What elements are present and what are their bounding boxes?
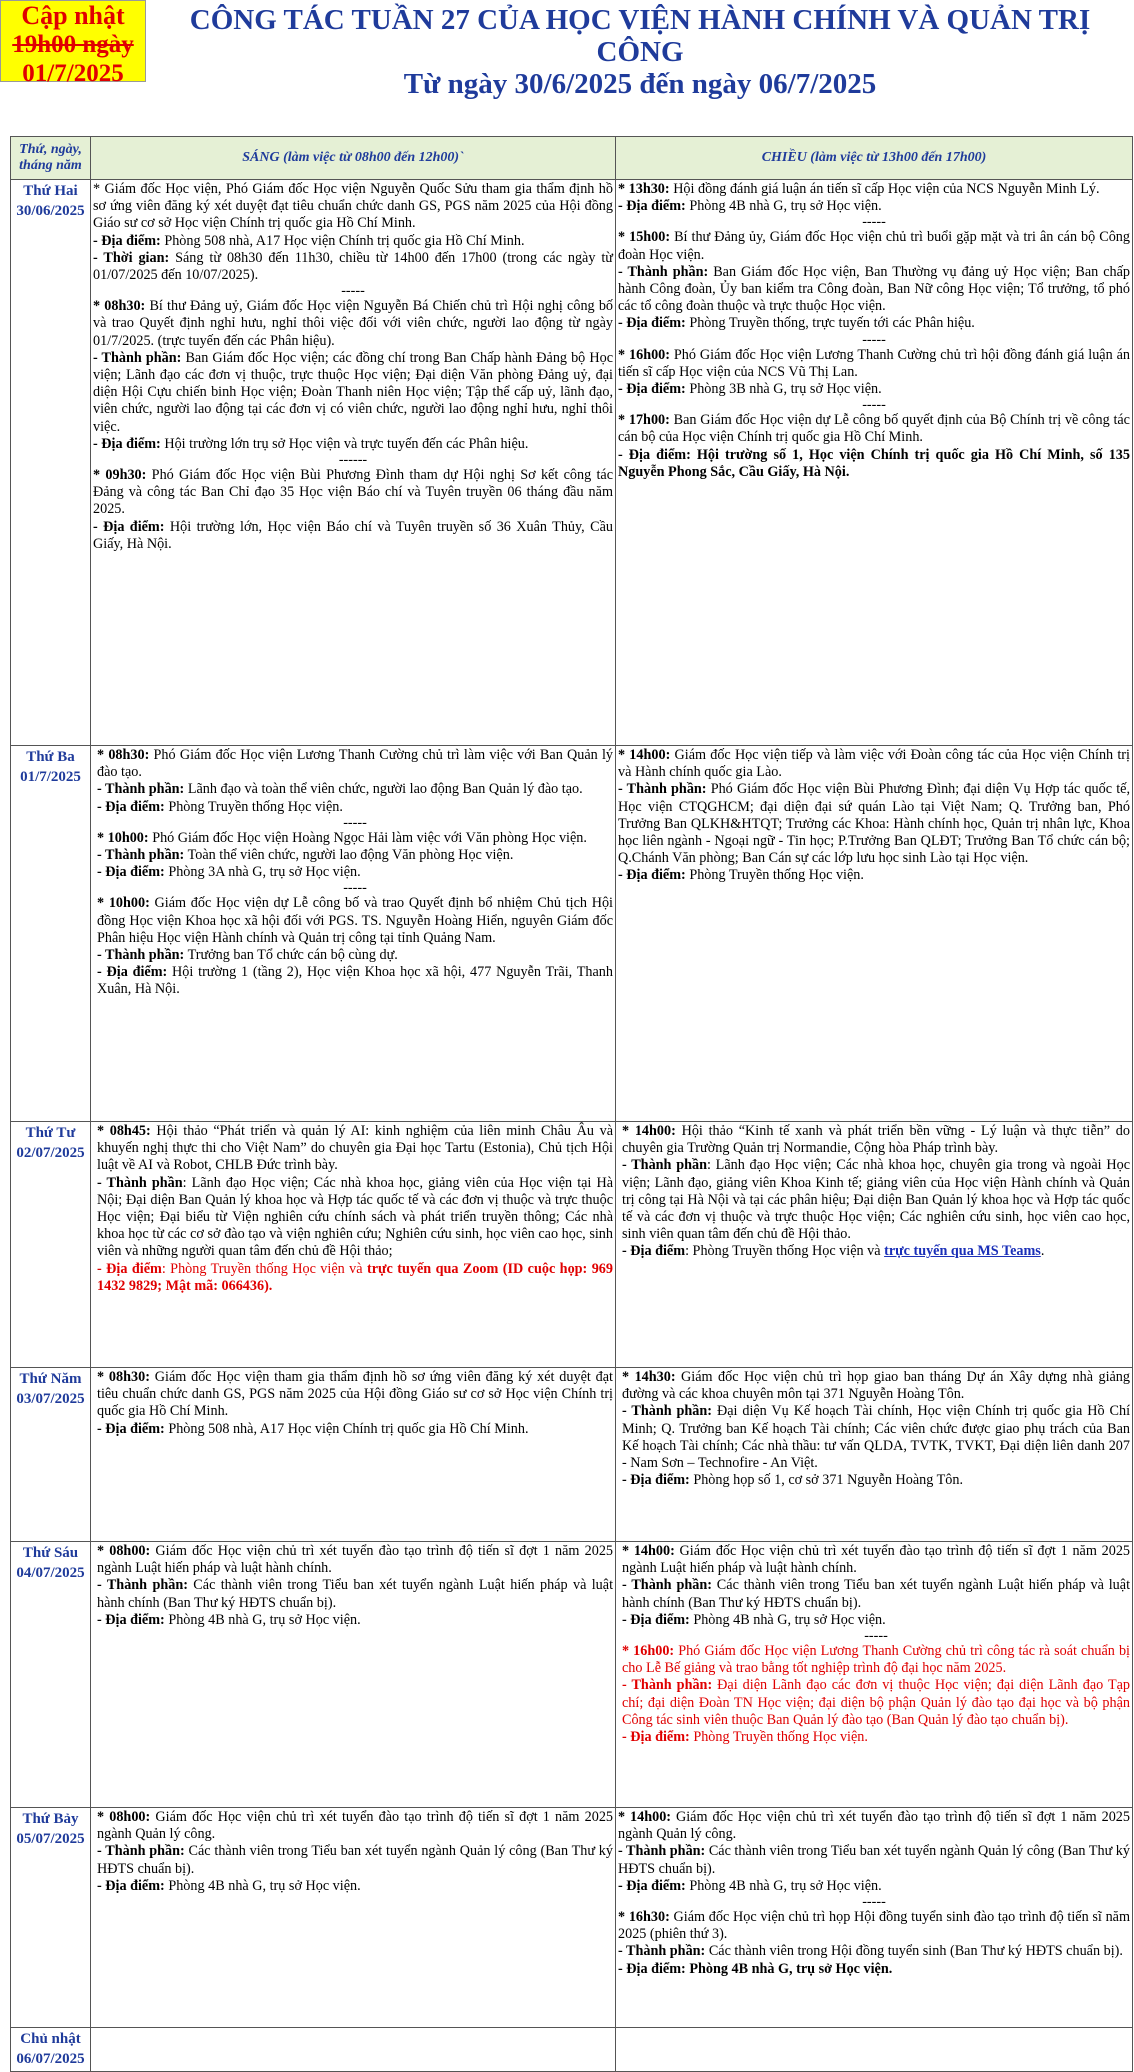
day-name: Thứ Ba bbox=[26, 749, 75, 765]
event-text: Hội thảo “Kinh tế xanh và phát triển bền vững - Lý luận và thực tiễn” do chuyên gia Trường Quản trị Normandie, Cộng hòa Pháp trình bày. bbox=[622, 1123, 1130, 1157]
day-cell-monday bbox=[11, 180, 91, 746]
day-name: Chủ nhật bbox=[20, 2031, 81, 2047]
participants-text: Lãnh đạo và toàn thể viên chức, người lao động Ban Quản lý đào tạo. bbox=[184, 781, 583, 798]
location-label: - Địa điểm: bbox=[97, 798, 165, 815]
location-label: - Địa điểm: bbox=[618, 315, 686, 332]
participants-text: : Lãnh đạo Học viện; Các nhà khoa học, chuyên gia trong và ngoài Học viện; Lãnh đạo, giảng viên Khoa Kinh tế; giảng viên của Học viện Hành chính và Quản trị công tại Hà Nội và tại các phân hiệu; Đại diện Ban Quản lý khoa học và Hợp tác quốc tế và các đơn vị thuộc và trực thuộc Học viện; Các nghiên cứu sinh, học viên cao học, sinh viên quan tâm đến chủ đề Hội thảo. bbox=[622, 1157, 1130, 1243]
location-label: - Địa điểm: bbox=[97, 1611, 165, 1628]
participants-label: - Thành phần bbox=[97, 1174, 183, 1191]
afternoon-cell-thursday bbox=[616, 1368, 1133, 1542]
event-time: * 13h30: bbox=[618, 181, 670, 197]
morning-cell-friday bbox=[91, 1542, 616, 1808]
event bbox=[97, 895, 613, 998]
table-row bbox=[11, 2028, 1133, 2072]
event-time: * 14h00: bbox=[622, 1123, 676, 1139]
event bbox=[618, 412, 1130, 481]
event bbox=[93, 467, 613, 553]
event-time: * 14h30: bbox=[622, 1369, 676, 1385]
day-date: 03/07/2025 bbox=[16, 1391, 85, 1407]
location-label: - Địa điểm bbox=[622, 1243, 686, 1260]
event-time: * 08h30: bbox=[97, 747, 150, 763]
participants-text: Các thành viên trong Tiểu ban xét tuyển ngành Quản lý công (Ban Thư ký HĐTS chuẩn bị). bbox=[97, 1843, 613, 1877]
location-text: Phòng 4B nhà G, trụ sở Học viện. bbox=[689, 1611, 886, 1628]
afternoon-cell-monday bbox=[616, 180, 1133, 746]
location-label: - Địa điểm: bbox=[97, 864, 165, 881]
event bbox=[618, 1809, 1130, 1895]
afternoon-cell-sunday bbox=[616, 2028, 1133, 2072]
participants-text: Các thành viên trong Tiểu ban xét tuyển ngành Luật hiến pháp và luật hành chính (Ban Thư ký HĐTS chuẩn bị). bbox=[622, 1577, 1131, 1611]
location-text: : Phòng Truyền thống Học viện và bbox=[685, 1243, 885, 1260]
day-date: 05/07/2025 bbox=[16, 1831, 85, 1847]
time-label: - Thời gian: bbox=[93, 249, 170, 266]
location-text: Phòng Truyền thống Học viện. bbox=[164, 798, 343, 815]
participants-label: - Thành phần: bbox=[97, 1843, 185, 1860]
location-label: - Địa điểm: bbox=[93, 232, 161, 249]
event-time: * 08h30: bbox=[97, 1369, 150, 1385]
location-text: Phòng họp số 1, cơ sở 371 Nguyễn Hoàng Tôn. bbox=[689, 1472, 964, 1489]
morning-cell-thursday bbox=[91, 1368, 616, 1542]
event-text: Phó Giám đốc Học viện Hoàng Ngọc Hải làm việc với Văn phòng Học viện. bbox=[148, 829, 587, 846]
location-text: Phòng 3B nhà G, trụ sở Học viện. bbox=[685, 381, 882, 398]
day-name: Thứ Tư bbox=[25, 1125, 76, 1141]
event-time: * 16h00: bbox=[618, 346, 670, 363]
table-header-row bbox=[11, 137, 1133, 180]
participants-label: - Thành phần bbox=[622, 1157, 707, 1174]
separator: ----- bbox=[864, 1628, 888, 1645]
location-label: - Địa điểm: bbox=[97, 964, 168, 981]
participants-text: Trưởng ban Tổ chức cán bộ cùng dự. bbox=[184, 947, 398, 964]
day-cell-saturday bbox=[11, 1808, 91, 2028]
separator: ----- bbox=[343, 814, 367, 831]
location-end: . bbox=[1040, 1243, 1045, 1260]
afternoon-cell-tuesday bbox=[616, 746, 1133, 1122]
location-text: Phòng 508 nhà, A17 Học viện Chính trị quốc gia Hồ Chí Minh. bbox=[160, 232, 525, 249]
event-time: * 09h30: bbox=[93, 467, 147, 484]
event bbox=[97, 830, 613, 882]
participants-label: - Thành phần: bbox=[93, 349, 182, 366]
header-afternoon: CHIỀU (làm việc từ 13h00 đến 17h00) bbox=[616, 137, 1133, 180]
event-text: Bí thư Đảng ủy, Giám đốc Học viện chủ trì buổi gặp mặt và tri ân cán bộ Công đoàn Học viện. bbox=[618, 229, 1130, 263]
participants-label: - Thành phần: bbox=[97, 847, 185, 864]
page-header bbox=[150, 4, 1130, 101]
location-text: Phòng 508 nhà, A17 Học viện Chính trị quốc gia Hồ Chí Minh. bbox=[164, 1420, 529, 1437]
event-text: Giám đốc Học viện dự Lễ công bố và trao Quyết định bổ nhiệm Chủ tịch Hội đồng Học viện Khoa học xã hội đối với PGS. TS. Nguyễn Hoàng Hiển, nguyên Giám đốc Phân hiệu Học viện Hành chính và Quản trị công tại tỉnh Quảng Nam. bbox=[97, 895, 614, 946]
location-text: Hội trường lớn trụ sở Học viện và trực tuyến đến các Phân hiệu. bbox=[160, 435, 529, 452]
day-cell-thursday bbox=[11, 1368, 91, 1542]
location-text: - Địa điểm: Hội trường số 1, Học viện Chính trị quốc gia Hồ Chí Minh, số 135 Nguyễn Phong Sắc, Cầu Giấy, Hà Nội. bbox=[618, 446, 1130, 480]
location-text: Phòng 4B nhà G, trụ sở Học viện. bbox=[164, 1611, 361, 1628]
participants-label: - Thành phần: bbox=[97, 947, 185, 964]
event bbox=[622, 1369, 1130, 1489]
participants-label: - Thành phần: bbox=[97, 781, 185, 798]
event bbox=[97, 1369, 613, 1438]
participants-label: - Thành phần: bbox=[97, 1577, 188, 1594]
day-name: Thứ Năm bbox=[19, 1371, 82, 1387]
participants-text: Các thành viên trong Hội đồng tuyển sinh (Ban Thư ký HĐTS chuẩn bị). bbox=[705, 1943, 1123, 1960]
event-time: * 17h00: bbox=[618, 412, 670, 429]
event bbox=[622, 1123, 1130, 1261]
page-subtitle: Từ ngày 30/6/2025 đến ngày 06/7/2025 bbox=[403, 68, 877, 100]
event-text: Phó Giám đốc Học viện Lương Thanh Cường chủ trì công tác rà soát chuẩn bị cho Lễ Bế giảng và trao bằng tốt nghiệp trình độ đại học năm 2025. bbox=[622, 1643, 1130, 1677]
event-text: Hội thảo “Phát triển và quản lý AI: kinh nghiệm của liên minh Châu Âu và khuyến nghị thực thi cho Việt Nam” do chuyên gia Đại học Tartu (Estonia), Chủ tịch Hội luật về AI và Robot, CHLB Đức trình bày. bbox=[97, 1123, 613, 1174]
ms-teams-link[interactable]: trực tuyến qua MS Teams bbox=[884, 1243, 1041, 1260]
morning-cell-saturday bbox=[91, 1808, 616, 2028]
day-date: 01/7/2025 bbox=[20, 769, 81, 785]
event-time: * 16h00: bbox=[622, 1643, 675, 1660]
update-badge bbox=[0, 0, 146, 87]
event bbox=[97, 1809, 613, 1895]
event-time: * 14h00: bbox=[618, 747, 671, 763]
location-label: - Địa điểm: bbox=[618, 198, 686, 215]
event-time: * 08h00: bbox=[97, 1809, 151, 1825]
day-name: Thứ Bảy bbox=[22, 1811, 79, 1827]
participants-text: Đại diện Lãnh đạo các đơn vị thuộc Học viện; đại diện Lãnh đạo Tạp chí; đại diện Đoàn TN Học viện; đại diện bộ phận Quản lý đào tạo đại học và bộ phận Công tác sinh viên thuộc Ban Quản lý đào tạo (Ban Quản lý đào tạo chuẩn bị). bbox=[622, 1677, 1131, 1728]
day-date: 04/07/2025 bbox=[16, 1565, 85, 1581]
location-text: Hội trường 1 (tầng 2), Học viện Khoa học xã hội, 477 Nguyễn Trãi, Thanh Xuân, Hà Nội. bbox=[97, 964, 613, 998]
event-text: Phó Giám đốc Học viện Lương Thanh Cường chủ trì làm việc với Ban Quản lý đào tạo. bbox=[97, 747, 613, 781]
location-label: - Địa điểm: bbox=[618, 1877, 686, 1894]
event-text: Phó Giám đốc Học viện Bùi Phương Đình tham dự Hội nghị Sơ kết công tác Đảng và công tác Ban Chỉ đạo 35 Học viện Báo chí và Tuyên truyền 06 tháng đầu năm 2025. bbox=[93, 467, 613, 518]
day-name: Thứ Hai bbox=[23, 183, 78, 199]
zoom-details: trực tuyến qua Zoom (ID cuộc họp: 969 1432 9829; Mật mã: 066436). bbox=[97, 1260, 613, 1294]
location-text: Hội trường lớn, Học viện Báo chí và Tuyên truyền số 36 Xuân Thủy, Cầu Giấy, Hà Nội. bbox=[93, 518, 613, 552]
badge-line-2: 19h00 ngày bbox=[12, 31, 134, 58]
event bbox=[622, 1543, 1130, 1629]
separator: ----- bbox=[343, 880, 367, 897]
morning-cell-sunday bbox=[91, 2028, 616, 2072]
event bbox=[93, 298, 613, 453]
table-row bbox=[11, 746, 1133, 1122]
day-cell-sunday bbox=[11, 2028, 91, 2072]
location-text: Phòng 4B nhà G, trụ sở Học viện. bbox=[685, 1877, 882, 1894]
event-text: Giám đốc Học viện chủ trì xét tuyển đào tạo trình độ tiến sĩ đợt 1 năm 2025 ngành Luật hiến pháp và luật hành chính. bbox=[622, 1543, 1131, 1577]
morning-cell-monday bbox=[91, 180, 616, 746]
event-time: * 14h00: bbox=[618, 1809, 672, 1825]
event-text: Giám đốc Học viện chủ trì xét tuyển đào tạo trình độ tiến sĩ đợt 1 năm 2025 ngành Quản lý công. bbox=[97, 1809, 614, 1843]
day-date: 02/07/2025 bbox=[16, 1145, 85, 1161]
day-cell-friday bbox=[11, 1542, 91, 1808]
event-time: * 08h30: bbox=[93, 298, 146, 315]
event-time: * 14h00: bbox=[622, 1543, 675, 1559]
location-label: - Địa điểm: bbox=[622, 1611, 690, 1628]
location-text: Phòng 3A nhà G, trụ sở Học viện. bbox=[164, 864, 361, 881]
event-time: * 08h45: bbox=[97, 1123, 151, 1139]
participants-label: - Thành phần: bbox=[622, 1403, 713, 1420]
event bbox=[618, 1909, 1130, 1978]
badge-line-3: 01/7/2025 bbox=[22, 60, 124, 87]
event-time: * 15h00: bbox=[618, 229, 671, 246]
table-row bbox=[11, 1122, 1133, 1368]
afternoon-cell-friday bbox=[616, 1542, 1133, 1808]
location-label: - Địa điểm bbox=[97, 1260, 162, 1277]
event-text: Bí thư Đảng uỷ, Giám đốc Học viện Nguyễn Bá Chiến chủ trì Hội nghị công bố và trao Quyết định nghỉ hưu, nghỉ thôi việc đối với viên chức, người lao động từ ngày 01/7/2025. (trực tuyến đến các Phân hiệu). bbox=[93, 298, 614, 349]
event-text: Giám đốc Học viện chủ trì họp Hội đồng tuyển sinh đào tạo trình độ tiến sĩ năm 2025 (phiên thứ 3). bbox=[618, 1909, 1130, 1943]
location-text: : Phòng Truyền thống Học viện và bbox=[161, 1260, 367, 1277]
event bbox=[622, 1643, 1130, 1746]
event bbox=[618, 181, 1130, 215]
separator: ----- bbox=[862, 1894, 886, 1911]
event-text: Giám đốc Học viện chủ trì xét tuyển đào tạo trình độ tiến sĩ đợt 1 năm 2025 ngành Quản lý công. bbox=[618, 1809, 1130, 1843]
separator: ----- bbox=[341, 283, 365, 300]
day-cell-wednesday bbox=[11, 1122, 91, 1368]
morning-cell-wednesday bbox=[91, 1122, 616, 1368]
event-time: * 10h00: bbox=[97, 895, 150, 912]
participants-text: Toàn thể viên chức, người lao động Văn phòng Học viện. bbox=[184, 847, 514, 864]
table-row bbox=[11, 1808, 1133, 2028]
location-label: - Địa điểm: bbox=[618, 867, 686, 884]
location-label: - Địa điểm: bbox=[97, 1877, 165, 1894]
participants-text: Ban Giám đốc Học viện; các đồng chí trong Ban Chấp hành Đảng bộ Học viện; Lãnh đạo các đơn vị thuộc, trực thuộc Học viện; Đại diện Văn phòng Đảng uỷ, đại diện Hội Cựu chiến binh Học viện; Đoàn Thanh niên Học viện; Tập thể cấp uỷ, lãnh đạo, viên chức, người lao động tại các đơn vị có viên chức, người lao động nghỉ hưu, nghỉ thôi việc. bbox=[93, 349, 613, 435]
page-title: CÔNG TÁC TUẦN 27 CỦA HỌC VIỆN HÀNH CHÍNH VÀ QUẢN TRỊ CÔNG bbox=[189, 4, 1091, 68]
header-day: Thứ, ngày, tháng năm bbox=[11, 137, 91, 180]
location-text: Phòng 4B nhà G, trụ sở Học viện. bbox=[164, 1877, 361, 1894]
event bbox=[97, 747, 613, 816]
participants-label: - Thành phần: bbox=[618, 1943, 706, 1960]
event bbox=[618, 347, 1130, 399]
separator: ----- bbox=[862, 214, 886, 231]
separator: ------ bbox=[338, 452, 368, 469]
location-text: - Địa điểm: Phòng 4B nhà G, trụ sở Học viện. bbox=[618, 1960, 893, 1977]
participants-text: Các thành viên trong Tiểu ban xét tuyển ngành Luật hiến pháp và luật hành chính (Ban Thư ký HĐTS chuẩn bị). bbox=[97, 1577, 614, 1611]
event-text: Giám đốc Học viện tham gia thẩm định hồ sơ ứng viên đăng ký xét duyệt đạt tiêu chuẩn chức danh GS, PGS năm 2025 của Hội đồng Giáo sư cơ sở Học viện Chính trị quốc gia Hồ Chí Minh. bbox=[97, 1369, 613, 1420]
participants-label: - Thành phần: bbox=[618, 263, 709, 280]
header-morning: SÁNG (làm việc từ 08h00 đến 12h00)` bbox=[91, 137, 616, 180]
event bbox=[618, 229, 1130, 332]
event-time: * 16h30: bbox=[618, 1909, 670, 1926]
afternoon-cell-wednesday bbox=[616, 1122, 1133, 1368]
separator: ----- bbox=[862, 397, 886, 414]
location-label: - Địa điểm: bbox=[93, 435, 161, 452]
event-text: Giám đốc Học viện chủ trì xét tuyển đào tạo trình độ tiến sĩ đợt 1 năm 2025 ngành Luật hiến pháp và luật hành chính. bbox=[97, 1543, 614, 1577]
morning-cell-tuesday bbox=[91, 746, 616, 1122]
location-label: - Địa điểm: bbox=[622, 1729, 690, 1746]
event-text: * Giám đốc Học viện, Phó Giám đốc Học viện Nguyễn Quốc Sửu tham gia thẩm định hồ sơ ứng viên đăng ký xét duyệt đạt tiêu chuẩn chức danh GS, PGS năm 2025 của Hội đồng Giáo sư cơ sở Học viện Chính trị quốc gia Hồ Chí Minh. bbox=[93, 181, 613, 232]
event-text: Giám đốc Học viện tiếp và làm việc với Đoàn công tác của Học viện Chính trị và Hành chính quốc gia Lào. bbox=[618, 747, 1130, 781]
day-date: 30/06/2025 bbox=[16, 203, 85, 219]
location-text: Phòng 4B nhà G, trụ sở Học viện. bbox=[685, 198, 882, 215]
time-text: Sáng từ 08h30 đến 11h30, chiều từ 14h00 đến 17h00 (trong các ngày từ 01/07/2025 đến 10/07/2025). bbox=[93, 249, 613, 284]
day-date: 06/07/2025 bbox=[16, 2051, 85, 2067]
table-row bbox=[11, 180, 1133, 746]
event bbox=[618, 747, 1130, 885]
participants-text: : Lãnh đạo Học viện; Các nhà khoa học, giảng viên của Học viện tại Hà Nội; Đại diện Ban Quản lý khoa học và Hợp tác quốc tế và các đơn vị thuộc và trực thuộc Học viện; Đại biểu từ Viện nghiên cứu chính sách và phát triển truyền thông; Các nhà khoa học từ các cơ sở đào tạo và viện nghiên cứu; Nghiên cứu sinh, học viên cao học, sinh viên và những người quan tâm đến chủ đề Hội thảo; bbox=[97, 1174, 613, 1260]
badge-line-1: Cập nhật bbox=[21, 1, 125, 30]
participants-text: Đại diện Vụ Kế hoạch Tài chính, Học viện Chính trị quốc gia Hồ Chí Minh; Q. Trưởng ban Kế hoạch Tài chính; Các viên chức được giao phụ trách của Ban Kế hoạch Tài chính; Các nhà thầu: tư vấn QLDA, TVTK, TVKT, Đại diện liên danh 207 - Nam Sơn – Technofire - An Việt. bbox=[622, 1403, 1131, 1472]
event-text: Giám đốc Học viện chủ trì họp giao ban tháng Dự án Xây dựng nhà giảng đường và các khoa chuyên môn tại 371 Nguyễn Hoàng Tôn. bbox=[622, 1369, 1130, 1403]
location-label: - Địa điểm: bbox=[622, 1472, 690, 1489]
schedule-table bbox=[10, 136, 1133, 2072]
participants-text: Phó Giám đốc Học viện Bùi Phương Đình; đại diện Vụ Hợp tác quốc tế, Học viện CTQGHCM; đại diện đại sứ quán Lào tại Việt Nam; Q. Trưởng ban, Phó Trưởng Ban QLKH&HTQT; Trưởng các Khoa: Hành chính học, Quản trị nhân lực, Khoa học liên ngành - Ngoại ngữ - Tin học; P.Trưởng Ban QLĐT; Trưởng Ban Tổ chức cán bộ; Q.Chánh Văn phòng; Ban Cán sự các lớp lưu học sinh Lào tại Học viện. bbox=[618, 781, 1130, 867]
participants-label: - Thành phần: bbox=[622, 1577, 712, 1594]
participants-label: - Thành phần: bbox=[622, 1677, 713, 1694]
event-time: * 10h00: bbox=[97, 829, 149, 846]
event-time: * 08h00: bbox=[97, 1543, 151, 1559]
location-label: - Địa điểm: bbox=[97, 1420, 165, 1437]
table-row bbox=[11, 1368, 1133, 1542]
location-text: Phòng Truyền thống, trực tuyến tới các Phân hiệu. bbox=[685, 315, 975, 332]
event-text: Phó Giám đốc Học viện Lương Thanh Cường chủ trì hội đồng đánh giá luận án tiến sĩ cấp Học viện của NCS Vũ Thị Lan. bbox=[618, 346, 1130, 380]
location-label: - Địa điểm: bbox=[618, 381, 686, 398]
event-text: Hội đồng đánh giá luận án tiến sĩ cấp Học viện của NCS Nguyễn Minh Lý. bbox=[669, 181, 1100, 197]
location-text: Phòng Truyền thống Học viện. bbox=[689, 1729, 868, 1746]
participants-label: - Thành phần: bbox=[618, 1843, 706, 1860]
table-row bbox=[11, 1542, 1133, 1808]
participants-text: Các thành viên trong Tiểu ban xét tuyển ngành Quản lý công (Ban Thư ký HĐTS chuẩn bị). bbox=[618, 1843, 1130, 1877]
event-text: Ban Giám đốc Học viện dự Lễ công bố quyết định của Bộ Chính trị về công tác cán bộ của Học viện Chính trị quốc gia Hồ Chí Minh. bbox=[618, 412, 1130, 446]
afternoon-cell-saturday bbox=[616, 1808, 1133, 2028]
event bbox=[97, 1123, 613, 1295]
day-cell-tuesday bbox=[11, 746, 91, 1122]
participants-text: Ban Giám đốc Học viện, Ban Thường vụ đảng uỷ Học viện; Ban chấp hành Công đoàn, Ủy ban kiểm tra Công đoàn, Ban Nữ công Học viện; Tổ trưởng, tổ phó các tổ công đoàn thuộc và trực thuộc Học viện. bbox=[618, 263, 1130, 315]
event bbox=[93, 181, 613, 284]
participants-label: - Thành phần: bbox=[618, 781, 707, 798]
day-name: Thứ Sáu bbox=[22, 1545, 79, 1561]
separator: ----- bbox=[862, 331, 886, 348]
event bbox=[97, 1543, 613, 1629]
location-label: - Địa điểm: bbox=[93, 518, 165, 535]
location-text: Phòng Truyền thống Học viện. bbox=[685, 867, 864, 884]
